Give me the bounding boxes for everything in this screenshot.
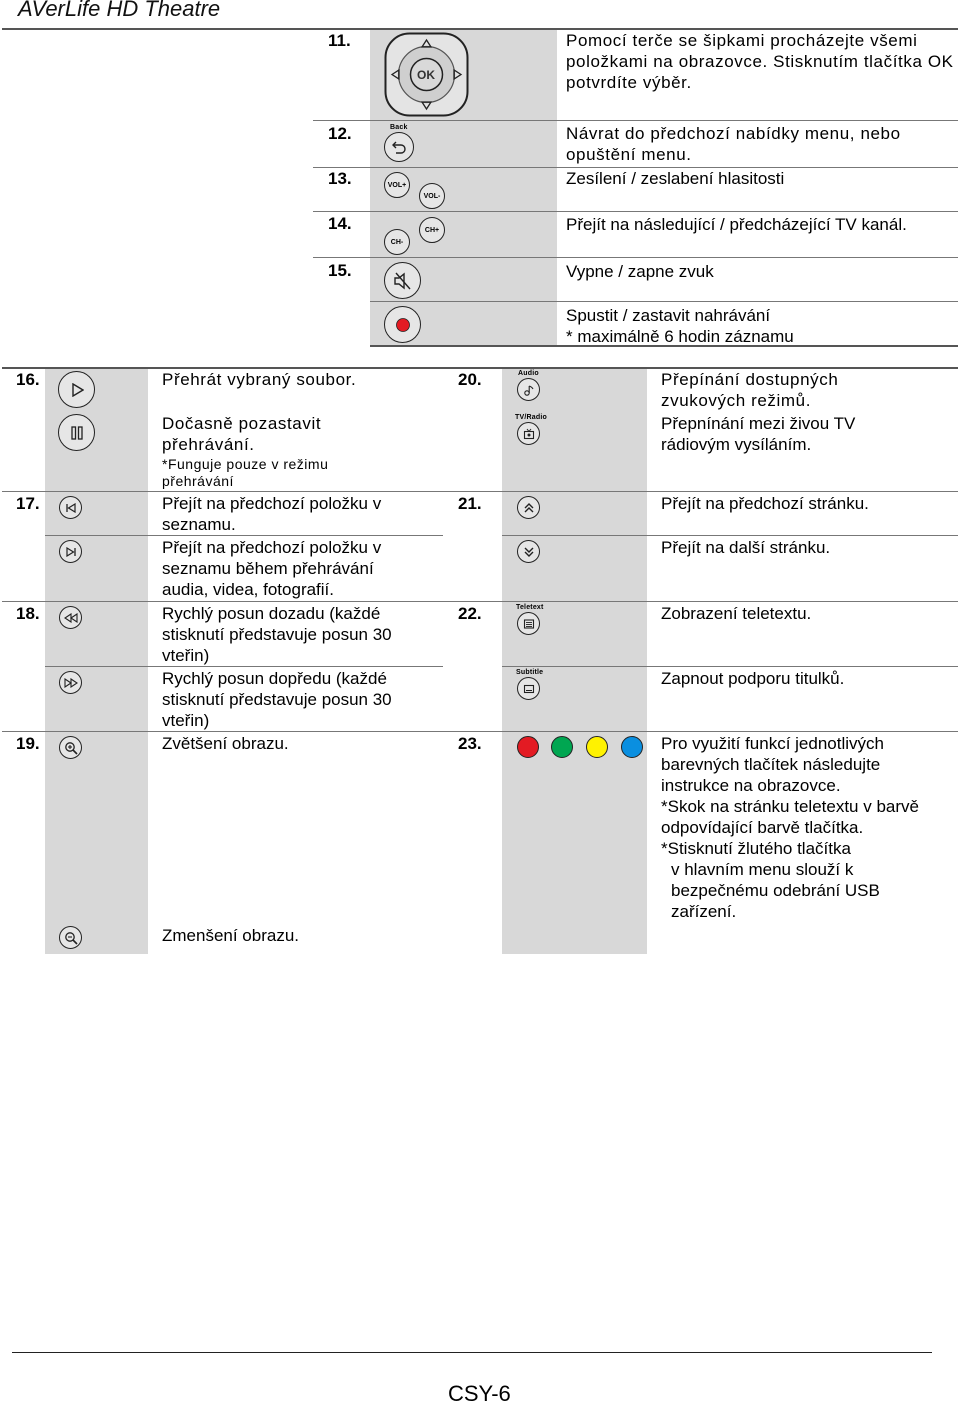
- subtitle-label: Subtitle: [516, 669, 544, 676]
- channel-up-button[interactable]: [419, 217, 445, 243]
- item-number: 14.: [328, 214, 352, 233]
- back-button[interactable]: [384, 132, 414, 162]
- teletext-button[interactable]: [517, 612, 540, 635]
- page-up-button[interactable]: [517, 496, 540, 519]
- item-number: 15.: [328, 261, 352, 280]
- item-number: 11.: [328, 31, 351, 50]
- item-number: 12.: [328, 124, 352, 143]
- item-description: Pro využití funkcí jednotlivých barevných tlačítek následujte instrukce na obrazovce.: [661, 734, 884, 795]
- item-number: 20.: [458, 370, 482, 389]
- mute-button[interactable]: [384, 262, 421, 299]
- play-icon: [70, 383, 84, 397]
- rewind-icon: [64, 613, 78, 623]
- rewind-button[interactable]: [59, 606, 82, 629]
- navigation-pad[interactable]: [384, 32, 469, 117]
- music-note-icon: [523, 384, 535, 396]
- vol-up-label: VOL+: [387, 181, 407, 189]
- item-note: *Skok na stránku teletextu v barvě odpovídající barvě tlačítka.: [661, 797, 919, 837]
- pause-icon: [70, 425, 84, 441]
- item-number: 19.: [16, 734, 40, 753]
- item-description: Zapnout podporu titulků.: [661, 669, 845, 688]
- tv-radio-label: TV/Radio: [515, 414, 547, 421]
- volume-up-button[interactable]: [384, 172, 410, 198]
- subtitle-icon: [523, 683, 535, 695]
- item-description: Vypne / zapne zvuk: [566, 262, 714, 281]
- tv-radio-button[interactable]: [517, 422, 540, 445]
- item-number: 21.: [458, 494, 482, 513]
- item-number: 18.: [16, 604, 40, 623]
- left-icon-column: [45, 369, 148, 954]
- item-description: Zobrazení teletextu.: [661, 604, 812, 623]
- item-description: Rychlý posun dopředu (každé stisknutí představuje posun 30 vteřin): [162, 669, 392, 730]
- item-number: 17.: [16, 494, 40, 513]
- ch-down-label: CH-: [390, 238, 404, 246]
- item-number: 16.: [16, 370, 40, 389]
- page-number: CSY-6: [448, 1381, 511, 1406]
- item-description: Návrat do předchozí nabídky menu, nebo opuštění menu.: [566, 124, 901, 164]
- item-description: Přejít na předchozí položku v seznamu během přehrávání audia, videa, fotografií.: [162, 538, 382, 599]
- previous-item-button[interactable]: [59, 496, 82, 519]
- audio-button[interactable]: [517, 378, 540, 401]
- ok-label: OK: [417, 68, 435, 82]
- green-button[interactable]: [551, 736, 573, 758]
- item-note: v hlavním menu slouží k bezpečnému odebrání USB zařízení.: [671, 860, 880, 921]
- volume-down-button[interactable]: [419, 183, 445, 209]
- record-icon: [395, 317, 411, 333]
- zoom-out-icon: [64, 931, 78, 945]
- pause-button[interactable]: [58, 414, 95, 451]
- item-description: Přejít na předchozí stránku.: [661, 494, 869, 513]
- item-number: 13.: [328, 169, 352, 188]
- right-icon-column: [502, 369, 647, 954]
- item-note: *Funguje pouze v režimu přehrávání: [162, 456, 329, 489]
- skip-next-icon: [65, 547, 77, 557]
- subtitle-button[interactable]: [517, 677, 540, 700]
- fast-forward-button[interactable]: [59, 671, 82, 694]
- item-description: Přejít na další stránku.: [661, 538, 831, 557]
- item-description: Přepínání dostupných zvukových režimů.: [661, 370, 839, 410]
- tv-radio-icon: [523, 428, 535, 440]
- audio-label: Audio: [518, 370, 539, 377]
- zoom-out-button[interactable]: [59, 926, 82, 949]
- record-button[interactable]: [384, 306, 421, 343]
- blue-button[interactable]: [621, 736, 643, 758]
- fast-forward-icon: [64, 678, 78, 688]
- item-description: Zesílení / zeslabení hlasitosti: [566, 169, 785, 188]
- skip-previous-icon: [65, 503, 77, 513]
- item-description: Dočasně pozastavit přehrávání.: [162, 414, 322, 454]
- item-note: *Stisknutí žlutého tlačítka: [661, 839, 851, 858]
- ch-up-label: CH+: [424, 226, 440, 234]
- item-description: Přejít na následující / předcházející TV kanál.: [566, 215, 907, 234]
- item-number: 22.: [458, 604, 482, 623]
- item-description: Rychlý posun dozadu (každé stisknutí představuje posun 30 vteřin): [162, 604, 392, 665]
- item-note: * maximálně 6 hodin záznamu: [566, 327, 794, 346]
- next-item-button[interactable]: [59, 540, 82, 563]
- zoom-in-icon: [64, 741, 78, 755]
- footer-rule: [12, 1352, 932, 1353]
- teletext-icon: [523, 618, 535, 630]
- item-description: Přehrát vybraný soubor.: [162, 370, 357, 389]
- zoom-in-button[interactable]: [59, 736, 82, 759]
- teletext-label: Teletext: [516, 604, 544, 611]
- back-arrow-icon: [391, 140, 407, 154]
- double-chevron-down-icon: [523, 546, 535, 558]
- document-title: AVerLife HD Theatre: [18, 0, 221, 21]
- item-description: Zvětšení obrazu.: [162, 734, 289, 753]
- back-label: Back: [390, 124, 408, 131]
- play-button[interactable]: [58, 371, 95, 408]
- red-button[interactable]: [517, 736, 539, 758]
- item-number: 23.: [458, 734, 482, 753]
- item-description: Přepnínání mezi živou TV rádiovým vysíláním.: [661, 414, 856, 454]
- item-description: Zmenšení obrazu.: [162, 926, 300, 945]
- item-description: Přejít na předchozí položku v seznamu.: [162, 494, 382, 534]
- yellow-button[interactable]: [586, 736, 608, 758]
- mute-icon: [393, 272, 413, 290]
- page-down-button[interactable]: [517, 540, 540, 563]
- double-chevron-up-icon: [523, 502, 535, 514]
- item-description: Pomocí terče se šipkami procházejte všemi položkami na obrazovce. Stisknutím tlačítka OK potvrdíte výběr.: [566, 31, 954, 92]
- item-description: Spustit / zastavit nahrávání: [566, 306, 771, 325]
- vol-down-label: VOL-: [423, 192, 441, 200]
- channel-down-button[interactable]: [384, 229, 410, 255]
